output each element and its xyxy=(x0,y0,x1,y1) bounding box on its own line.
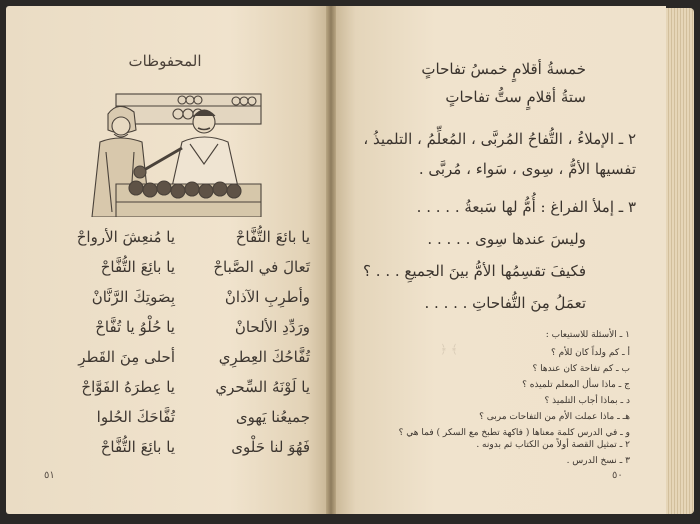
poem-line xyxy=(60,438,310,468)
question-item: و ـ في الدرس كلمة معناها ( فاكهة تطبخ مع السكر ) فما هي ؟ xyxy=(398,428,630,438)
page-number-left: ٥١ xyxy=(44,470,55,481)
poem-hemistich-right: يا لَوْنَهُ السِّحري xyxy=(215,378,310,396)
page-edges xyxy=(666,8,694,514)
poem-hemistich-left: تُفَّاحَكَ الحُلوا xyxy=(96,408,175,426)
book-gutter xyxy=(326,6,336,514)
poem-hemistich-right: وأطرِبِ الآذانْ xyxy=(224,288,310,306)
poem-hemistich-right: ورَدِّدِ الألحانْ xyxy=(234,318,310,336)
poem-line xyxy=(60,318,310,348)
poem-hemistich-right: فَهُوَ لنا حَلْوى xyxy=(231,438,310,456)
poem xyxy=(60,228,310,468)
question-heading: ١ ـ الأسئلة للاستيعاب : xyxy=(545,330,630,340)
poem-hemistich-left: يا بائِعَ التُّفَّاحْ xyxy=(100,258,175,276)
poem-hemistich-right: تُفَّاحُكَ العِطرِي xyxy=(218,348,310,366)
exercise-line: تعمَلُ مِنَ التُّفاحاتِ . . . . . xyxy=(424,294,586,312)
poem-title: المحفوظات xyxy=(128,52,202,70)
question-item: ٣ ـ نسخ الدرس . xyxy=(566,456,630,466)
poem-hemistich-right: يا بائعَ التُّفَّاحْ xyxy=(235,228,310,246)
poem-hemistich-right: جميعُنا يَهوى xyxy=(235,408,310,426)
poem-hemistich-left: أحلى مِنَ القَطرِ xyxy=(78,348,175,366)
poem-hemistich-left: يا بائِعَ التُّفَّاحْ xyxy=(100,438,175,456)
poem-line xyxy=(60,258,310,288)
page-number-right: ٥٠ xyxy=(612,470,623,481)
exercise-line: خمسةُ أقلامٍ خمسُ تفاحاتٍ xyxy=(421,60,586,78)
poem-hemistich-left: بِصَوتِكَ الرَّنَّانْ xyxy=(91,288,175,306)
question-item: د ـ بماذا أجاب التلميذ ؟ xyxy=(544,396,630,406)
exercise-line: ستةُ أقلامٍ ستُّ تفاحاتٍ xyxy=(445,88,586,106)
exercise-line: فكيفَ تقسِمُها الأمُّ بينَ الجميعِ . . . ؟ xyxy=(363,262,586,280)
exercise-line: ٣ ـ إملأ الفراغ : أُمُّ لها سَبعةُ . . . . . xyxy=(416,198,636,216)
poem-hemistich-left: يا عِطرَهُ الفَوَّاحْ xyxy=(81,378,175,396)
question-item: ج ـ ماذا سأل المعلم تلميذه ؟ xyxy=(522,380,630,390)
poem-line xyxy=(60,228,310,258)
fruit-seller-illustration xyxy=(86,92,266,217)
poem-hemistich-right: تَعالَ في الصَّباحْ xyxy=(213,258,310,276)
poem-line xyxy=(60,378,310,408)
exercise-line: وليسَ عندها سِوى . . . . . xyxy=(427,230,586,248)
question-item: ب ـ كم تفاحة كان عندها ؟ xyxy=(532,364,630,374)
bleed-through-text: ﴿ ﴾ xyxy=(440,342,458,356)
exercise-line: ٢ ـ الإملاءُ ، التُّفاحُ المُربَّى ، المُعلِّمُ ، التلميذُ ، xyxy=(363,130,636,148)
poem-line xyxy=(60,348,310,378)
poem-hemistich-left: يا مُنعِشَ الأرواحْ xyxy=(76,228,175,246)
poem-hemistich-left: يا حُلْوُ يا تُفَّاحْ xyxy=(95,318,175,336)
question-item: هـ ـ ماذا عملت الأم من التفاحات مربى ؟ xyxy=(479,412,630,422)
exercise-line: تفسيها الأمُّ ، سِوى ، سَواء ، مُربَّى . xyxy=(418,160,636,178)
poem-line xyxy=(60,288,310,318)
question-item: ٢ ـ تمثيل القصة أولاً من الكتاب ثم بدونه . xyxy=(476,440,630,450)
poem-line xyxy=(60,408,310,438)
question-item: أ ـ كم ولداً كان للأم ؟ xyxy=(551,348,630,358)
